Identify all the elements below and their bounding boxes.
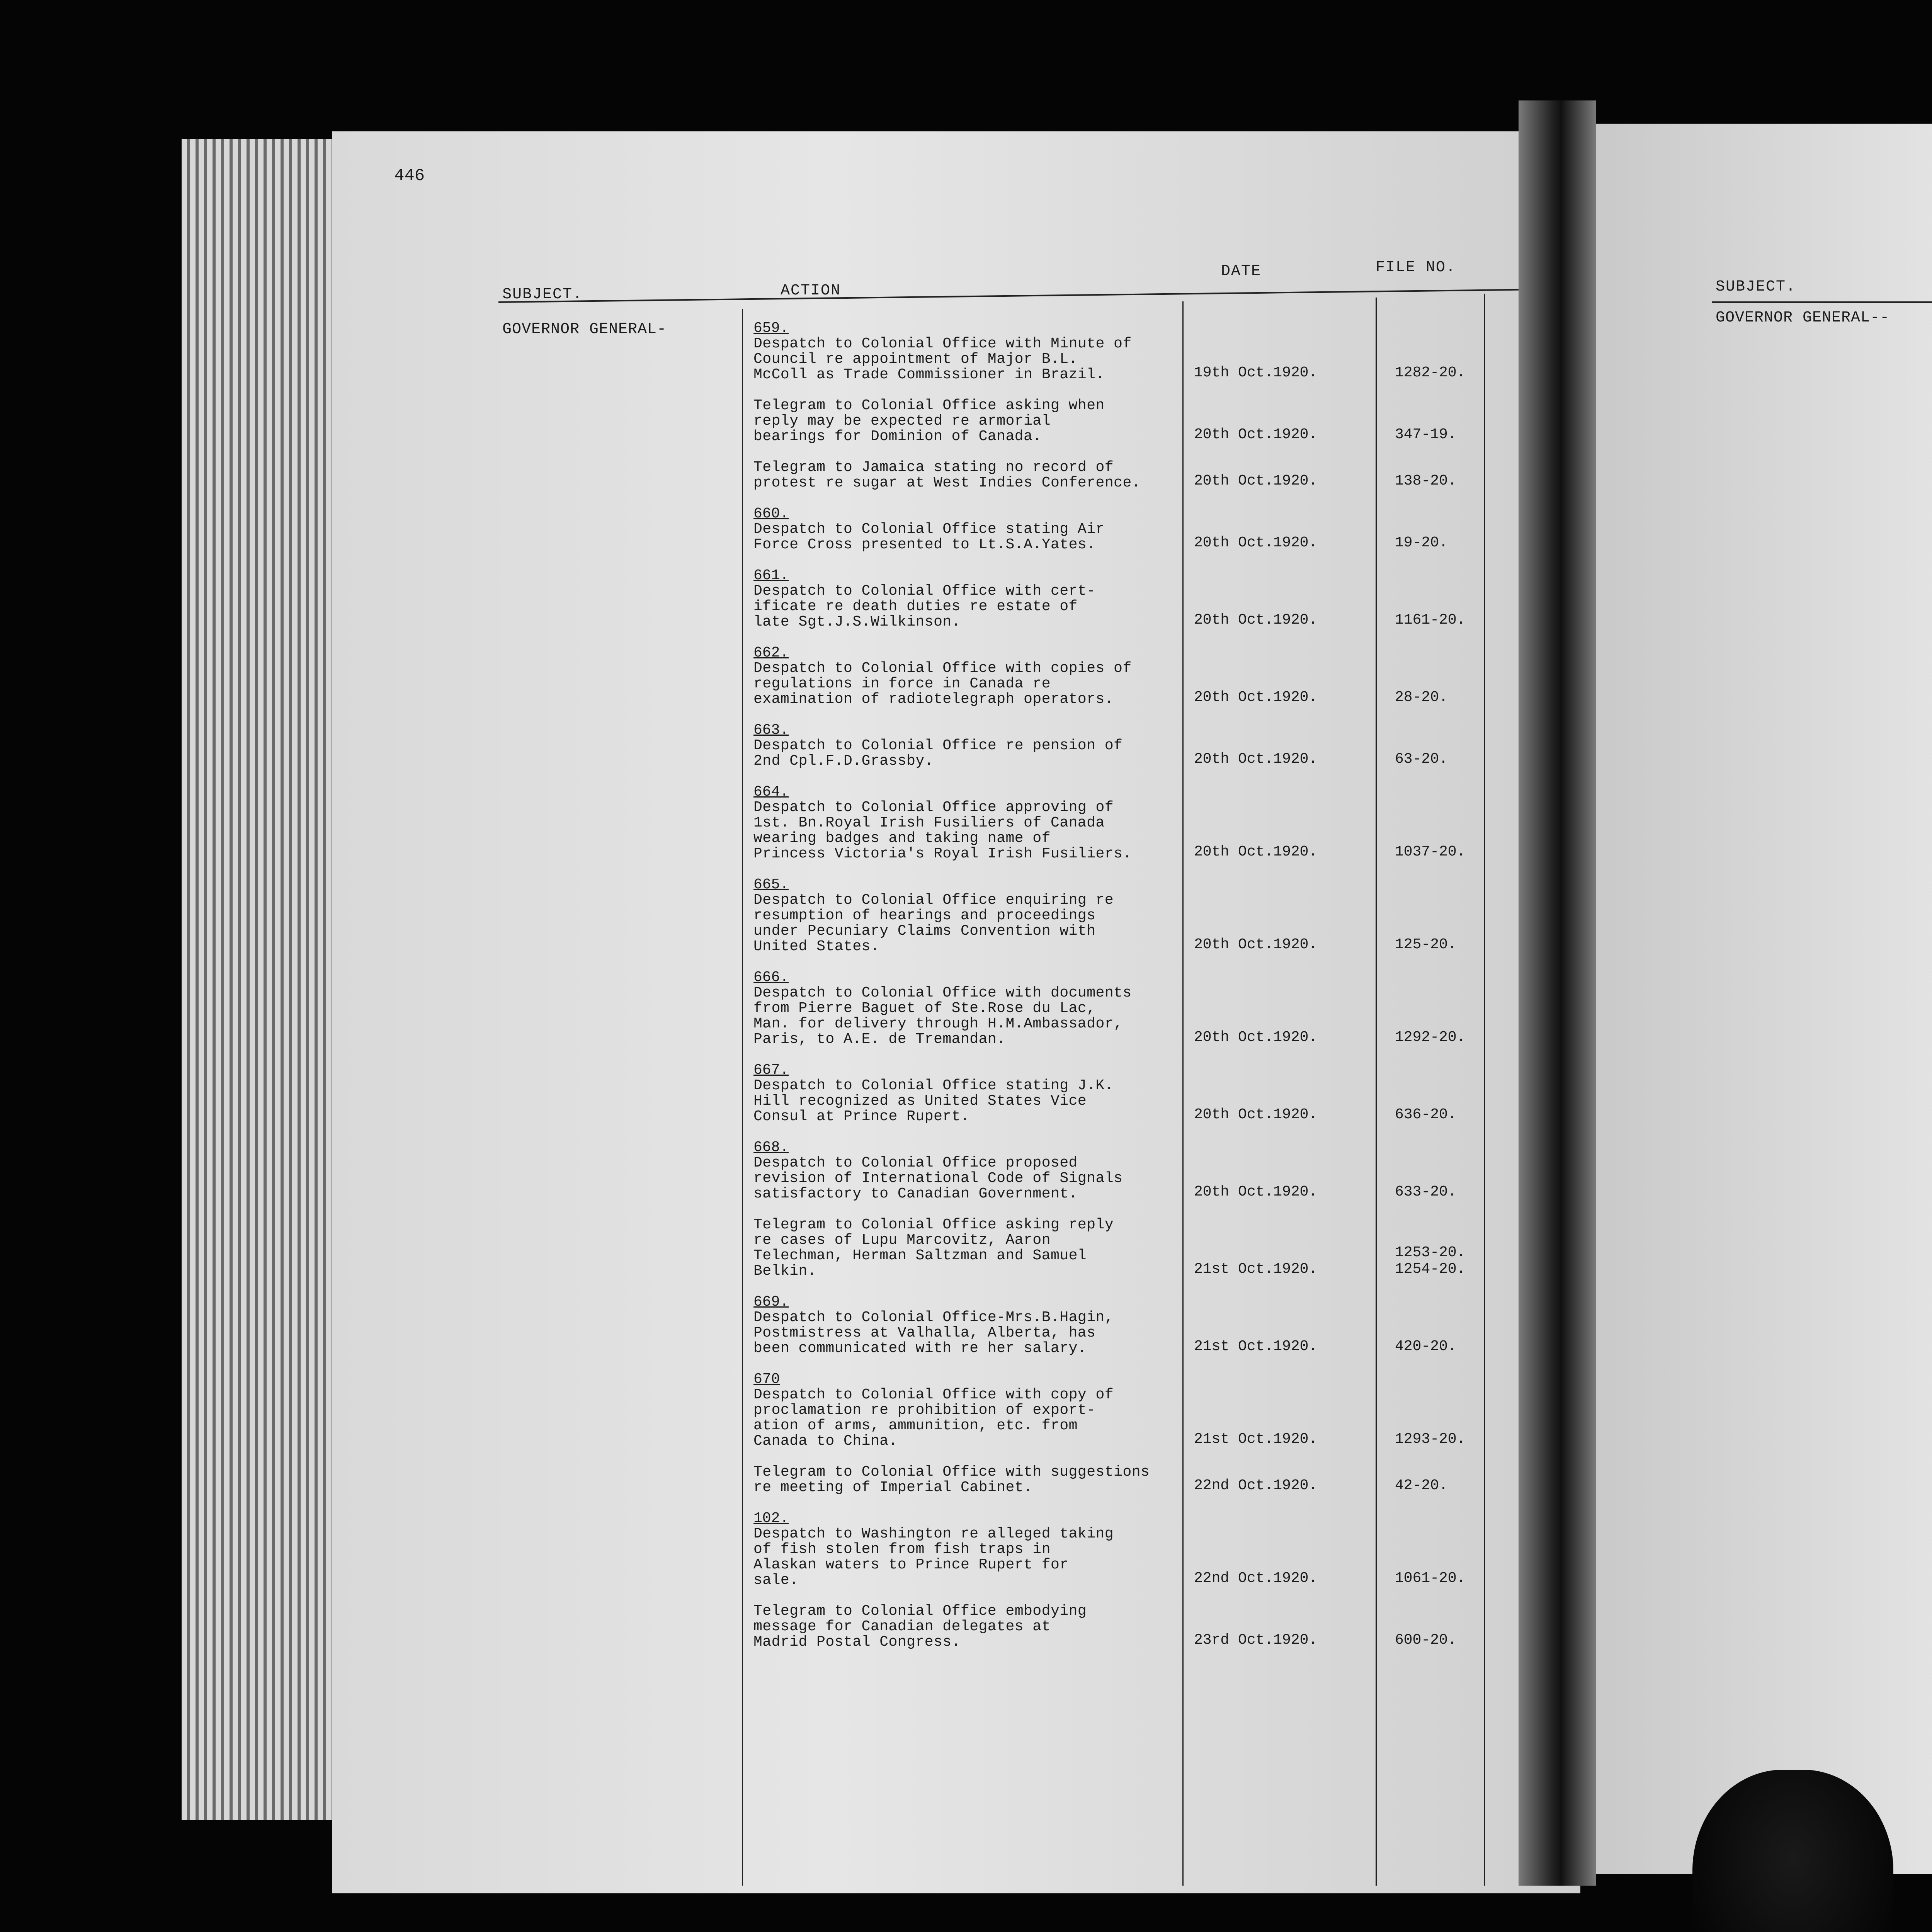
right-page bbox=[1596, 124, 1932, 1874]
table-row bbox=[753, 723, 1488, 769]
header-action: ACTION bbox=[781, 282, 841, 299]
entry-date: 20th Oct.1920. bbox=[1194, 473, 1318, 489]
table-row bbox=[753, 1372, 1488, 1449]
header-rule bbox=[498, 289, 1526, 303]
entry-action: Despatch to Colonial Office with copies of regulations in force in Canada re examination of radiotelegraph operators. bbox=[753, 660, 1132, 707]
entry-action: Despatch to Colonial Office stating J.K. Hill recognized as United States Vice Consul at Prince Rupert. bbox=[753, 1077, 1114, 1125]
entry-number: 102. bbox=[753, 1510, 789, 1527]
entries-list bbox=[753, 321, 1488, 1665]
entry-action: Despatch to Colonial Office proposed revision of International Code of Signals satisfactory to Canadian Government. bbox=[753, 1155, 1123, 1202]
entry-file-no: 1061-20. bbox=[1395, 1570, 1466, 1587]
entry-file-no: 636-20. bbox=[1395, 1106, 1457, 1123]
entry-date: 22nd Oct.1920. bbox=[1194, 1570, 1318, 1587]
entry-number: 660. bbox=[753, 505, 789, 522]
header-subject: SUBJECT. bbox=[502, 286, 583, 303]
page-number: 446 bbox=[394, 166, 425, 185]
entry-file-no: 347-19. bbox=[1395, 426, 1457, 443]
entry-number: 665. bbox=[753, 876, 789, 893]
table-row bbox=[753, 645, 1488, 707]
entry-action: Despatch to Colonial Office with cert- ificate re death duties re estate of late Sgt.J.S.Wilkinson. bbox=[753, 583, 1096, 630]
table-row bbox=[753, 568, 1488, 630]
entry-file-no: 28-20. bbox=[1395, 689, 1448, 706]
entry-date: 20th Oct.1920. bbox=[1194, 689, 1318, 706]
entry-file-no: 1253-20. 1254-20. bbox=[1395, 1244, 1466, 1277]
entry-date: 21st Oct.1920. bbox=[1194, 1338, 1318, 1355]
table-row bbox=[753, 1511, 1488, 1588]
table-row bbox=[753, 1217, 1488, 1279]
table-row bbox=[753, 784, 1488, 862]
entry-number: 662. bbox=[753, 645, 789, 661]
header-subject: SUBJECT. bbox=[1716, 278, 1796, 296]
entry-file-no: 125-20. bbox=[1395, 936, 1457, 953]
book-spine bbox=[1519, 100, 1596, 1886]
entry-file-no: 420-20. bbox=[1395, 1338, 1457, 1355]
entry-action: Telegram to Colonial Office asking reply re cases of Lupu Marcovitz, Aaron Telechman, Herman Saltzman and Samuel Belkin. bbox=[753, 1216, 1114, 1279]
entry-action: Despatch to Colonial Office re pension of 2nd Cpl.F.D.Grassby. bbox=[753, 737, 1123, 769]
table-row bbox=[753, 877, 1488, 954]
entry-action: Despatch to Colonial Office with copy of proclamation re prohibition of export- ation of arms, ammunition, etc. from Canada to China. bbox=[753, 1386, 1114, 1449]
table-row bbox=[753, 1140, 1488, 1202]
header-date: DATE bbox=[1221, 263, 1262, 280]
header-rule bbox=[1712, 301, 1932, 303]
entry-date: 20th Oct.1920. bbox=[1194, 1184, 1318, 1200]
entry-number: 666. bbox=[753, 969, 789, 986]
entry-date: 20th Oct.1920. bbox=[1194, 534, 1318, 551]
entry-action: Telegram to Colonial Office embodying message for Canadian delegates at Madrid Postal Congress. bbox=[753, 1603, 1087, 1650]
table-row bbox=[753, 506, 1488, 553]
table-row bbox=[753, 398, 1488, 444]
subject-label: GOVERNOR GENERAL- bbox=[502, 321, 667, 338]
table-row bbox=[753, 1464, 1488, 1495]
table-row bbox=[753, 970, 1488, 1047]
entry-date: 20th Oct.1920. bbox=[1194, 1106, 1318, 1123]
entry-action: Despatch to Colonial Office-Mrs.B.Hagin, Postmistress at Valhalla, Alberta, has been communicated with re her salary. bbox=[753, 1309, 1114, 1357]
entry-action: Telegram to Colonial Office with suggestions re meeting of Imperial Cabinet. bbox=[753, 1464, 1150, 1496]
entry-date: 20th Oct.1920. bbox=[1194, 1029, 1318, 1046]
subject-label: GOVERNOR GENERAL-- bbox=[1716, 309, 1890, 327]
entry-number: 663. bbox=[753, 722, 789, 738]
entry-action: Despatch to Colonial Office with Minute of Council re appointment of Major B.L. McColl as Trade Commissioner in Brazil. bbox=[753, 335, 1132, 383]
entry-action: Telegram to Colonial Office asking when reply may be expected re armorial bearings for Dominion of Canada. bbox=[753, 397, 1105, 445]
entry-file-no: 633-20. bbox=[1395, 1184, 1457, 1200]
table-row bbox=[753, 460, 1488, 491]
entry-file-no: 1282-20. bbox=[1395, 364, 1466, 381]
entry-file-no: 1037-20. bbox=[1395, 844, 1466, 860]
header-file-no: FILE NO. bbox=[1376, 259, 1456, 276]
entry-date: 20th Oct.1920. bbox=[1194, 936, 1318, 953]
entry-file-no: 42-20. bbox=[1395, 1477, 1448, 1494]
table-row bbox=[753, 321, 1488, 383]
table-row bbox=[753, 1063, 1488, 1124]
table-row bbox=[753, 1294, 1488, 1356]
table-row bbox=[753, 1604, 1488, 1650]
entry-file-no: 1161-20. bbox=[1395, 612, 1466, 628]
entry-action: Despatch to Colonial Office stating Air Force Cross presented to Lt.S.A.Yates. bbox=[753, 521, 1105, 553]
entry-date: 21st Oct.1920. bbox=[1194, 1261, 1318, 1277]
entry-file-no: 600-20. bbox=[1395, 1632, 1457, 1648]
entry-number: 668. bbox=[753, 1139, 789, 1156]
column-rule-action bbox=[742, 309, 743, 1886]
entry-action: Telegram to Jamaica stating no record of protest re sugar at West Indies Conference. bbox=[753, 459, 1141, 491]
entry-file-no: 1293-20. bbox=[1395, 1431, 1466, 1447]
left-page bbox=[332, 131, 1580, 1893]
entry-date: 20th Oct.1920. bbox=[1194, 751, 1318, 767]
entry-file-no: 63-20. bbox=[1395, 751, 1448, 767]
page-edges-left bbox=[182, 139, 344, 1820]
entry-number: 669. bbox=[753, 1294, 789, 1310]
entry-date: 23rd Oct.1920. bbox=[1194, 1632, 1318, 1648]
entry-file-no: 19-20. bbox=[1395, 534, 1448, 551]
entry-date: 20th Oct.1920. bbox=[1194, 426, 1318, 443]
entry-action: Despatch to Washington re alleged taking of fish stolen from fish traps in Alaskan waters to Prince Rupert for sale. bbox=[753, 1526, 1114, 1588]
entry-date: 19th Oct.1920. bbox=[1194, 364, 1318, 381]
entry-file-no: 1292-20. bbox=[1395, 1029, 1466, 1046]
entry-number: 667. bbox=[753, 1062, 789, 1078]
entry-number: 664. bbox=[753, 784, 789, 800]
entry-file-no: 138-20. bbox=[1395, 473, 1457, 489]
entry-date: 20th Oct.1920. bbox=[1194, 612, 1318, 628]
entry-number: 659. bbox=[753, 320, 789, 337]
entry-date: 22nd Oct.1920. bbox=[1194, 1477, 1318, 1494]
entry-action: Despatch to Colonial Office enquiring re resumption of hearings and proceedings under Pecuniary Claims Convention with United States. bbox=[753, 892, 1114, 955]
entry-date: 21st Oct.1920. bbox=[1194, 1431, 1318, 1447]
entry-date: 20th Oct.1920. bbox=[1194, 844, 1318, 860]
entry-action: Despatch to Colonial Office approving of 1st. Bn.Royal Irish Fusiliers of Canada wearing badges and taking name of Princess Victoria's Royal Irish Fusiliers. bbox=[753, 799, 1132, 862]
entry-number: 661. bbox=[753, 567, 789, 584]
entry-action: Despatch to Colonial Office with documents from Pierre Baguet of Ste.Rose du Lac, Man. for delivery through H.M.Ambassador, Paris, to A.E. de Tremandan. bbox=[753, 985, 1132, 1048]
entry-number: 670 bbox=[753, 1371, 780, 1388]
